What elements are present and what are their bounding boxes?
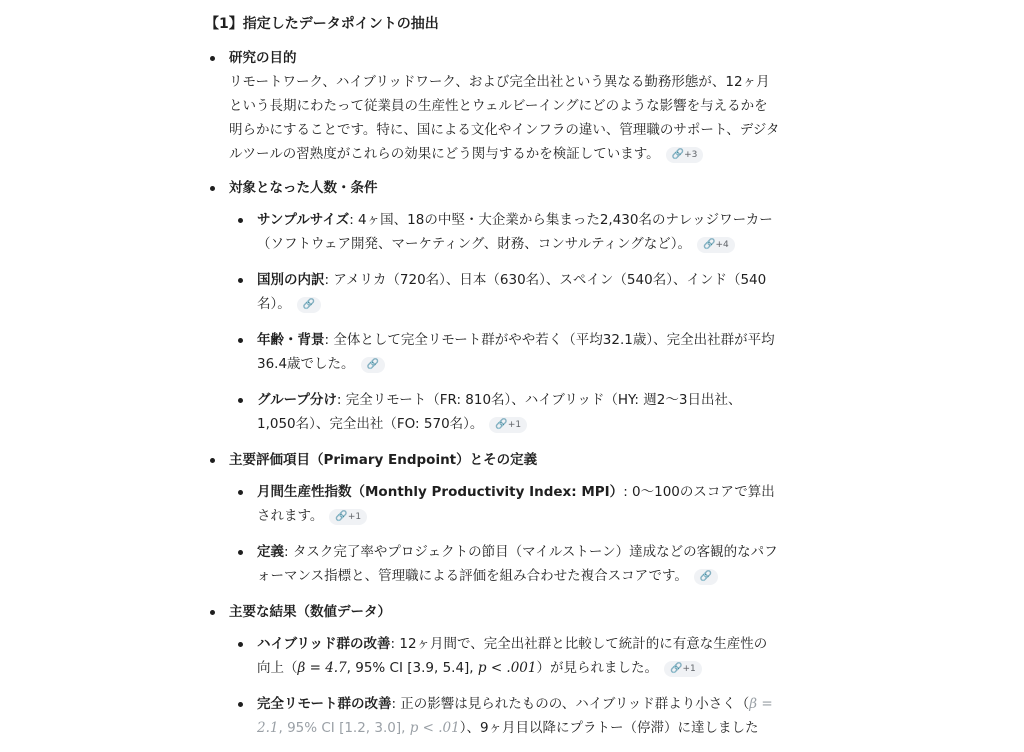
list-item-results xyxy=(205,600,780,740)
list-item: 国別の内訳: アメリカ（720名）、日本（630名）、スペイン（540名）、インド（540名）。 🔗 xyxy=(229,268,780,316)
citation-chip[interactable] xyxy=(297,297,321,313)
link-icon: 🔗 xyxy=(699,571,713,582)
list-item-endpoint xyxy=(205,448,780,588)
math-beta: β = 4.7 xyxy=(297,660,347,676)
link-icon: 🔗 xyxy=(366,359,380,370)
citation-chip[interactable] xyxy=(361,357,385,373)
section-heading: 【1】指定したデータポイントの抽出 xyxy=(205,16,439,32)
citation-chip[interactable]: 🔗+4 xyxy=(697,237,735,253)
math-beta: β = 2.1 xyxy=(257,696,773,736)
sub-list xyxy=(229,480,780,588)
link-icon: 🔗 xyxy=(671,149,685,160)
document-body xyxy=(205,10,780,752)
list-item: 月間生産性指数（Monthly Productivity Index: MPI）: 0〜100のスコアで算出されます。 🔗+1 xyxy=(229,480,780,528)
item-title: 主要評価項目（Primary Endpoint）とその定義 xyxy=(229,452,538,468)
item-title: 研究の目的 xyxy=(229,50,297,66)
item-text: リモートワーク、ハイブリッドワーク、および完全出社という異なる勤務形態が、12ヶ月という長期にわたって従業員の生産性とウェルビーイングにどのような影響を与えるかを明らかにすることです。特に、国による文化やインフラの違い、管理職のサポート、デジタルツールの習熟度がこれらの効果にどう関与するかを検証しています。 xyxy=(229,74,780,162)
list-item: 定義: タスク完了率やプロジェクトの節目（マイルストーン）達成などの客観的なパフォーマンス指標と、管理職による評価を組み合わせた複合スコアです。 🔗 xyxy=(229,540,780,588)
link-icon: 🔗 xyxy=(302,299,316,310)
citation-chip[interactable]: 🔗+1 xyxy=(329,509,367,525)
list-item: サンプルサイズ: 4ヶ国、18の中堅・大企業から集まった2,430名のナレッジワーカー（ソフトウェア開発、マーケティング、財務、コンサルティングなど）。 🔗+4 xyxy=(229,208,780,256)
citation-chip[interactable]: 🔗+1 xyxy=(489,417,527,433)
list-item: 完全リモート群の改善: 正の影響は見られたものの、ハイブリッド群より小さく（β = 2.1, 95% CI [1.2, 3.0], p < .01）、9ヶ月目以降にプラトー（停滞）に達しました xyxy=(229,692,780,740)
math-p: p < .001 xyxy=(477,660,537,676)
sub-list xyxy=(229,208,780,436)
main-list xyxy=(205,46,780,740)
link-icon: 🔗 xyxy=(335,511,348,522)
citation-chip[interactable] xyxy=(694,569,718,585)
list-item-subjects xyxy=(205,176,780,436)
link-icon: 🔗 xyxy=(495,419,508,430)
list-item: 年齢・背景: 全体として完全リモート群がやや若く（平均32.1歳）、完全出社群が平均36.4歳でした。 🔗 xyxy=(229,328,780,376)
sub-list xyxy=(229,632,780,740)
list-item: グループ分け: 完全リモート（FR: 810名）、ハイブリッド（HY: 週2〜3日出社、1,050名）、完全出社（FO: 570名）。 🔗+1 xyxy=(229,388,780,436)
item-title: 対象となった人数・条件 xyxy=(229,180,378,196)
citation-chip[interactable]: 🔗+1 xyxy=(664,661,702,677)
link-icon: 🔗 xyxy=(670,663,683,674)
math-p: p < .01 xyxy=(409,720,460,736)
item-title: 主要な結果（数値データ） xyxy=(229,604,391,620)
list-item-purpose xyxy=(205,46,780,166)
list-item: ハイブリッド群の改善: 12ヶ月間で、完全出社群と比較して統計的に有意な生産性の向上（β = 4.7, 95% CI [3.9, 5.4], p < .001）が見られました。 🔗+1 xyxy=(229,632,780,680)
link-icon: 🔗 xyxy=(703,239,716,250)
citation-chip[interactable]: 🔗+3 xyxy=(666,147,704,163)
